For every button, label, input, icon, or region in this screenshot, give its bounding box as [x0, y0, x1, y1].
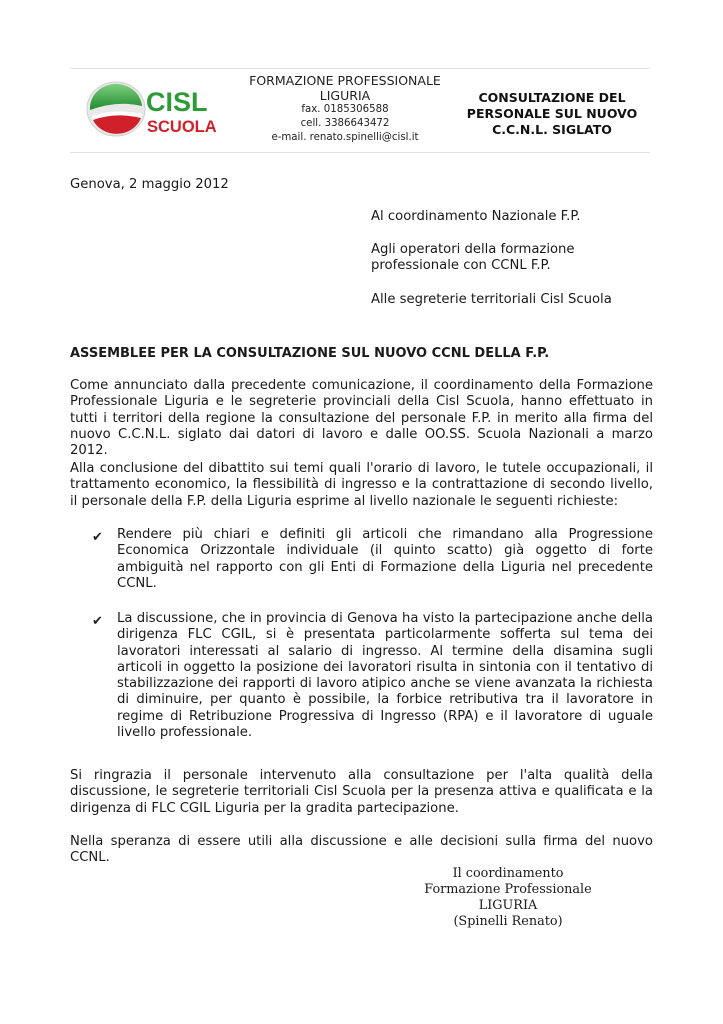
addressee-national: Al coordinamento Nazionale F.P. — [371, 209, 581, 224]
logo-text-cisl: CISL — [146, 87, 208, 117]
bullet-item-2: La discussione, che in provincia di Genova ha visto la partecipazione anche della dirigenza FLC CGIL, si è presentata particolarmente sofferta sul tema dei lavoratori interessati al salario di ingresso. Al termine della disamina sugli articoli in oggetto la posizione dei lavoratori risulta in sintonia con il tentativo di stabilizzazione dei rapporti di lavoro atipico anche se viene avanzata la richiesta di diminuire, per quanto è possibile, la forbice retributiva tra il lavoratore in regime di Retribuzione Progressiva di Ingresso (RPA) e il lavoratore di uguale livello professionale. — [117, 611, 653, 741]
org-name-line1: FORMAZIONE PROFESSIONALE — [249, 73, 441, 88]
letter-subject — [458, 90, 646, 138]
addressee-operators — [371, 242, 661, 275]
signature-line3: LIGURIA — [478, 898, 538, 913]
paragraph-2: Alla conclusione del dibattito sui temi quali l'orario di lavoro, le tutele occupazionali, il trattamento economico, la flessibilità di ingresso e la contrattazione di secondo livello, il personale della F.P. della Liguria esprime al livello nazionale le seguenti richieste: — [70, 461, 653, 509]
paragraph-3: Si ringrazia il personale intervenuto alla consultazione per l'alta qualità della discussione, le segreterie territoriali Cisl Scuola per la presenza attiva e qualificata e la dirigenza di FLC CGIL Liguria per la gradita partecipazione. — [70, 768, 653, 816]
letter-title: ASSEMBLEE PER LA CONSULTAZIONE SUL NUOVO CCNL DELLA F.P. — [70, 346, 550, 361]
organization-details — [236, 73, 454, 145]
signature-line1: Il coordinamento — [452, 866, 564, 881]
cell-number: cell. 3386643472 — [300, 118, 390, 129]
paragraph-1: Come annunciato dalla precedente comunicazione, il coordinamento della Formazione Professionale Liguria e le segreterie provinciali della Cisl Scuola, hanno effettuato in tutti i territori della regione la consultazione del personale F.P. in merito alla firma del nuovo C.C.N.L. siglato dai datori di lavoro e dalle OO.SS. Scuola Nazionali a marzo 2012. — [70, 378, 653, 459]
signature-line4: (Spinelli Renato) — [453, 914, 563, 929]
bullet-item-1: Rendere più chiari e definiti gli articoli che rimandano alla Progressione Economica Orizzontale individuale (il quinto scatto) già oggetto di forte ambiguità nel rapporto con gli Enti di Formazione della Liguria nel precedente CCNL. — [117, 527, 653, 591]
subject-line3: C.C.N.L. SIGLATO — [492, 122, 612, 137]
subject-line2: PERSONALE SUL NUOVO — [466, 106, 638, 121]
letter-date: Genova, 2 maggio 2012 — [70, 177, 229, 192]
paragraph-4: Nella speranza di essere utili alla discussione e alle decisioni sulla firma del nuovo CCNL. — [70, 834, 653, 866]
subject-line1: CONSULTAZIONE DEL — [478, 90, 626, 105]
check-bullet-icon: ✔ — [92, 530, 103, 545]
letterhead — [70, 68, 650, 154]
org-name-line2: LIGURIA — [319, 88, 371, 103]
signature-block — [408, 866, 608, 930]
check-bullet-icon: ✔ — [92, 614, 103, 629]
fax-number: fax. 0185306588 — [301, 104, 389, 115]
logo-text-scuola: SCUOLA — [147, 118, 217, 136]
addressee-territorial: Alle segreterie territoriali Cisl Scuola — [371, 292, 612, 307]
addressee-operators-line2: professionale con CCNL F.P. — [371, 258, 551, 274]
letterhead-top-rule — [70, 68, 650, 69]
addressee-operators-line1: Agli operatori della formazione — [371, 242, 575, 257]
letterhead-bottom-rule — [70, 152, 650, 153]
signature-line2: Formazione Professionale — [424, 882, 592, 897]
cisl-scuola-logo — [84, 78, 234, 140]
email-address: e-mail. renato.spinelli@cisl.it — [271, 132, 419, 143]
